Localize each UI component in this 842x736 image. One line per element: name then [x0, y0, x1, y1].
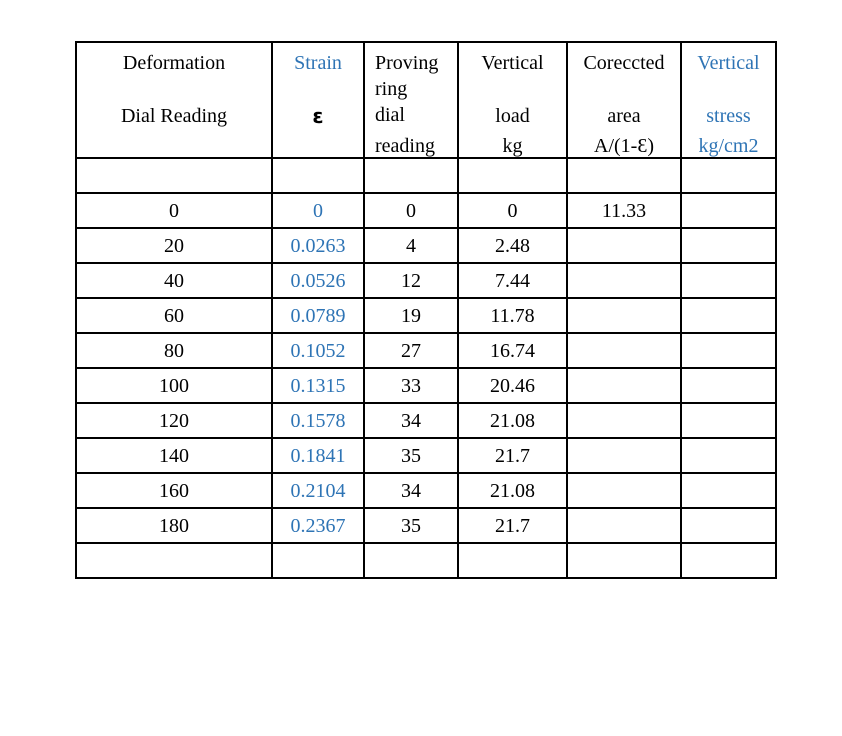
header-corrected-area-line1: Coreccted [583, 52, 665, 74]
table-row [76, 333, 776, 368]
empty-row-bottom [76, 543, 776, 578]
cell-proving: 33 [364, 368, 458, 403]
cell-load: 21.08 [458, 403, 567, 438]
cell-stress [681, 438, 776, 473]
header-proving-line4: reading [375, 135, 435, 157]
cell-strain: 0.0263 [272, 228, 364, 263]
table-row [76, 193, 776, 228]
header-proving-line2: ring [375, 78, 408, 100]
cell-stress [681, 403, 776, 438]
header-proving [364, 42, 458, 158]
empty-cell [458, 158, 567, 193]
cell-deformation: 100 [76, 368, 272, 403]
header-deformation [76, 42, 272, 158]
empty-cell [76, 543, 272, 578]
empty-cell [458, 543, 567, 578]
cell-stress [681, 298, 776, 333]
table-body [76, 42, 776, 578]
cell-load: 21.08 [458, 473, 567, 508]
cell-area [567, 298, 681, 333]
cell-load: 2.48 [458, 228, 567, 263]
cell-strain: 0.1841 [272, 438, 364, 473]
cell-proving: 35 [364, 438, 458, 473]
header-strain-line2: ɛ [312, 104, 324, 128]
empty-row-top [76, 158, 776, 193]
cell-load: 20.46 [458, 368, 567, 403]
header-vertical-stress-line3: kg/cm2 [698, 135, 759, 157]
cell-load: 21.7 [458, 508, 567, 543]
cell-strain: 0.2367 [272, 508, 364, 543]
cell-strain: 0.0789 [272, 298, 364, 333]
cell-stress [681, 508, 776, 543]
header-strain-line1: Strain [294, 52, 342, 74]
empty-cell [364, 158, 458, 193]
cell-stress [681, 228, 776, 263]
header-vertical-load-line2: load [495, 105, 530, 127]
cell-area [567, 228, 681, 263]
header-vertical-load-line1: Vertical [481, 52, 544, 74]
table-row [76, 508, 776, 543]
cell-load: 16.74 [458, 333, 567, 368]
cell-proving: 4 [364, 228, 458, 263]
cell-proving: 35 [364, 508, 458, 543]
header-row [76, 42, 776, 158]
empty-cell [567, 543, 681, 578]
table-row [76, 228, 776, 263]
empty-cell [567, 158, 681, 193]
cell-strain: 0 [272, 193, 364, 228]
cell-deformation: 20 [76, 228, 272, 263]
table-row [76, 403, 776, 438]
cell-deformation: 40 [76, 263, 272, 298]
cell-area [567, 333, 681, 368]
cell-stress [681, 263, 776, 298]
cell-proving: 27 [364, 333, 458, 368]
empty-cell [272, 543, 364, 578]
header-deformation-line2: Dial Reading [120, 105, 228, 127]
cell-deformation: 160 [76, 473, 272, 508]
cell-proving: 19 [364, 298, 458, 333]
cell-stress [681, 368, 776, 403]
cell-deformation: 140 [76, 438, 272, 473]
cell-proving: 0 [364, 193, 458, 228]
cell-deformation: 180 [76, 508, 272, 543]
empty-cell [272, 158, 364, 193]
cell-area [567, 438, 681, 473]
cell-stress [681, 333, 776, 368]
cell-proving: 12 [364, 263, 458, 298]
empty-cell [76, 158, 272, 193]
table-row [76, 473, 776, 508]
cell-deformation: 80 [76, 333, 272, 368]
cell-deformation: 0 [76, 193, 272, 228]
cell-deformation: 120 [76, 403, 272, 438]
cell-load: 7.44 [458, 263, 567, 298]
table-row [76, 438, 776, 473]
header-strain [272, 42, 364, 158]
cell-area [567, 473, 681, 508]
cell-area [567, 263, 681, 298]
cell-deformation: 60 [76, 298, 272, 333]
header-proving-line1: Proving [375, 52, 439, 74]
cell-area [567, 403, 681, 438]
cell-area: 11.33 [567, 193, 681, 228]
header-corrected-area-line3: A/(1-Ɛ) [594, 135, 654, 157]
header-vertical-load-line3: kg [502, 135, 523, 157]
header-proving-line3: dial [375, 104, 405, 126]
empty-cell [364, 543, 458, 578]
cell-strain: 0.1315 [272, 368, 364, 403]
data-table [75, 41, 777, 579]
cell-area [567, 368, 681, 403]
cell-stress [681, 473, 776, 508]
table-row [76, 263, 776, 298]
header-corrected-area [567, 42, 681, 158]
header-corrected-area-line2: area [607, 105, 641, 127]
header-deformation-line1: Deformation [122, 52, 226, 74]
cell-strain: 0.1578 [272, 403, 364, 438]
cell-strain: 0.0526 [272, 263, 364, 298]
header-vertical-stress-line1: Vertical [697, 52, 760, 74]
cell-stress [681, 193, 776, 228]
header-vertical-load [458, 42, 567, 158]
table-row [76, 298, 776, 333]
cell-proving: 34 [364, 403, 458, 438]
header-vertical-stress-line2: stress [706, 105, 751, 127]
empty-cell [681, 543, 776, 578]
cell-load: 0 [458, 193, 567, 228]
cell-proving: 34 [364, 473, 458, 508]
cell-strain: 0.2104 [272, 473, 364, 508]
cell-load: 21.7 [458, 438, 567, 473]
cell-strain: 0.1052 [272, 333, 364, 368]
header-vertical-stress [681, 42, 776, 158]
cell-area [567, 508, 681, 543]
table-row [76, 368, 776, 403]
cell-load: 11.78 [458, 298, 567, 333]
empty-cell [681, 158, 776, 193]
